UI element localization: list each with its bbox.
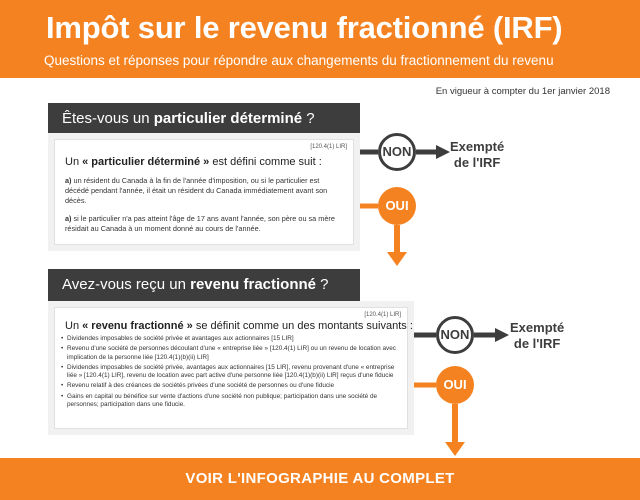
question1-definition — [65, 156, 322, 168]
list-item: • Revenu d'une société de personnes découlant d'une « entreprise liée » [120.4(1) LIR] ou un revenu de location avec implication de la personne liée [120.4(1)(b)(ii) LIR] — [61, 345, 403, 362]
question2-prefix: Avez-vous reçu un — [62, 276, 191, 293]
item-letter: a) — [65, 214, 72, 223]
list-item: • Gains en capital ou bénéfice sur vente d'actions d'une société non publique; participation dans une société de personnes; participation dans une fiducie. — [61, 393, 403, 410]
question1-bold: particulier déterminé — [153, 110, 303, 127]
list-item: • Revenu relatif à des créances de sociétés privées d'une société de personnes ou d'une fiducie — [61, 382, 403, 390]
question1-exempt-label — [450, 139, 504, 171]
list-item: • Dividendes imposables de société privée, avantages aux actionnaires [15 LIR], revenu provenant d'une « entreprise liée » [120.4(1) LIR], revenu de location avec part active d'une personne liée [120.4(1)(b)(ii) LIR] reçus d'une fiducie — [61, 364, 403, 381]
q2-non-arrowhead — [495, 328, 509, 342]
exempt-line1: Exempté — [450, 139, 505, 154]
question1-item-a — [65, 176, 345, 206]
exempt-line2: de l'IRF — [453, 155, 501, 170]
view-full-infographic-button[interactable]: VOIR L'INFOGRAPHIE AU COMPLET — [0, 458, 640, 500]
question1-reference: [120.4(1) LIR] — [310, 144, 347, 150]
question2-oui-circle: OUI — [436, 366, 474, 404]
page-title: Impôt sur le revenu fractionné (IRF) — [46, 10, 563, 45]
question2-reference: [120.4(1) LIR] — [364, 312, 401, 318]
question1-card-inner — [54, 139, 354, 245]
question2-def-bold: « revenu fractionné » — [82, 320, 193, 332]
question2-bar — [48, 269, 360, 301]
exempt-line1: Exempté — [510, 320, 565, 335]
question2-def-suffix: se définit comme un des montants suivants : — [192, 320, 413, 332]
question1-def-suffix: est défini comme suit : — [209, 156, 322, 168]
question1-def-prefix: Un — [65, 156, 83, 168]
list-item: • Dividendes imposables de société privée et avantages aux actionnaires [15 LIR] — [61, 335, 403, 343]
question2-exempt-label — [510, 320, 564, 352]
question2-card — [48, 301, 414, 435]
question1-item-b — [65, 214, 345, 234]
question2-suffix: ? — [316, 276, 329, 293]
effective-date: En vigueur à compter du 1er janvier 2018 — [435, 86, 610, 97]
question1-non-circle: NON — [378, 133, 416, 171]
question1-card — [48, 133, 360, 251]
question1-suffix: ? — [302, 110, 315, 127]
question2-non-circle: NON — [436, 316, 474, 354]
exempt-line2: de l'IRF — [513, 336, 561, 351]
page-subtitle: Questions et réponses pour répondre aux changements du fractionnement du revenu — [44, 53, 554, 68]
item-text: si le particulier n'a pas atteint l'âge de 17 ans avant l'année, son père ou sa mère résidait au Canada à un moment donné au cours de l'année. — [65, 214, 335, 233]
question2-def-prefix: Un — [65, 320, 83, 332]
question1-def-bold: « particulier déterminé » — [82, 156, 210, 168]
q1-oui-arrowhead — [387, 252, 407, 266]
q2-oui-arrowhead — [445, 442, 465, 456]
question2-definition — [65, 320, 413, 332]
question1-bar — [48, 103, 360, 133]
question1-oui-circle: OUI — [378, 187, 416, 225]
question2-bold: revenu fractionné — [190, 276, 316, 293]
item-text: un résident du Canada à la fin de l'année d'imposition, ou si le particulier est décédé pendant l'année, il était un résident du Canada immédiatement avant son décès. — [65, 176, 328, 205]
q1-non-arrowhead — [436, 145, 450, 159]
item-letter: a) — [65, 176, 72, 185]
question2-list — [61, 335, 403, 411]
question2-card-inner — [54, 307, 413, 429]
question1-prefix: Êtes-vous un — [62, 110, 154, 127]
